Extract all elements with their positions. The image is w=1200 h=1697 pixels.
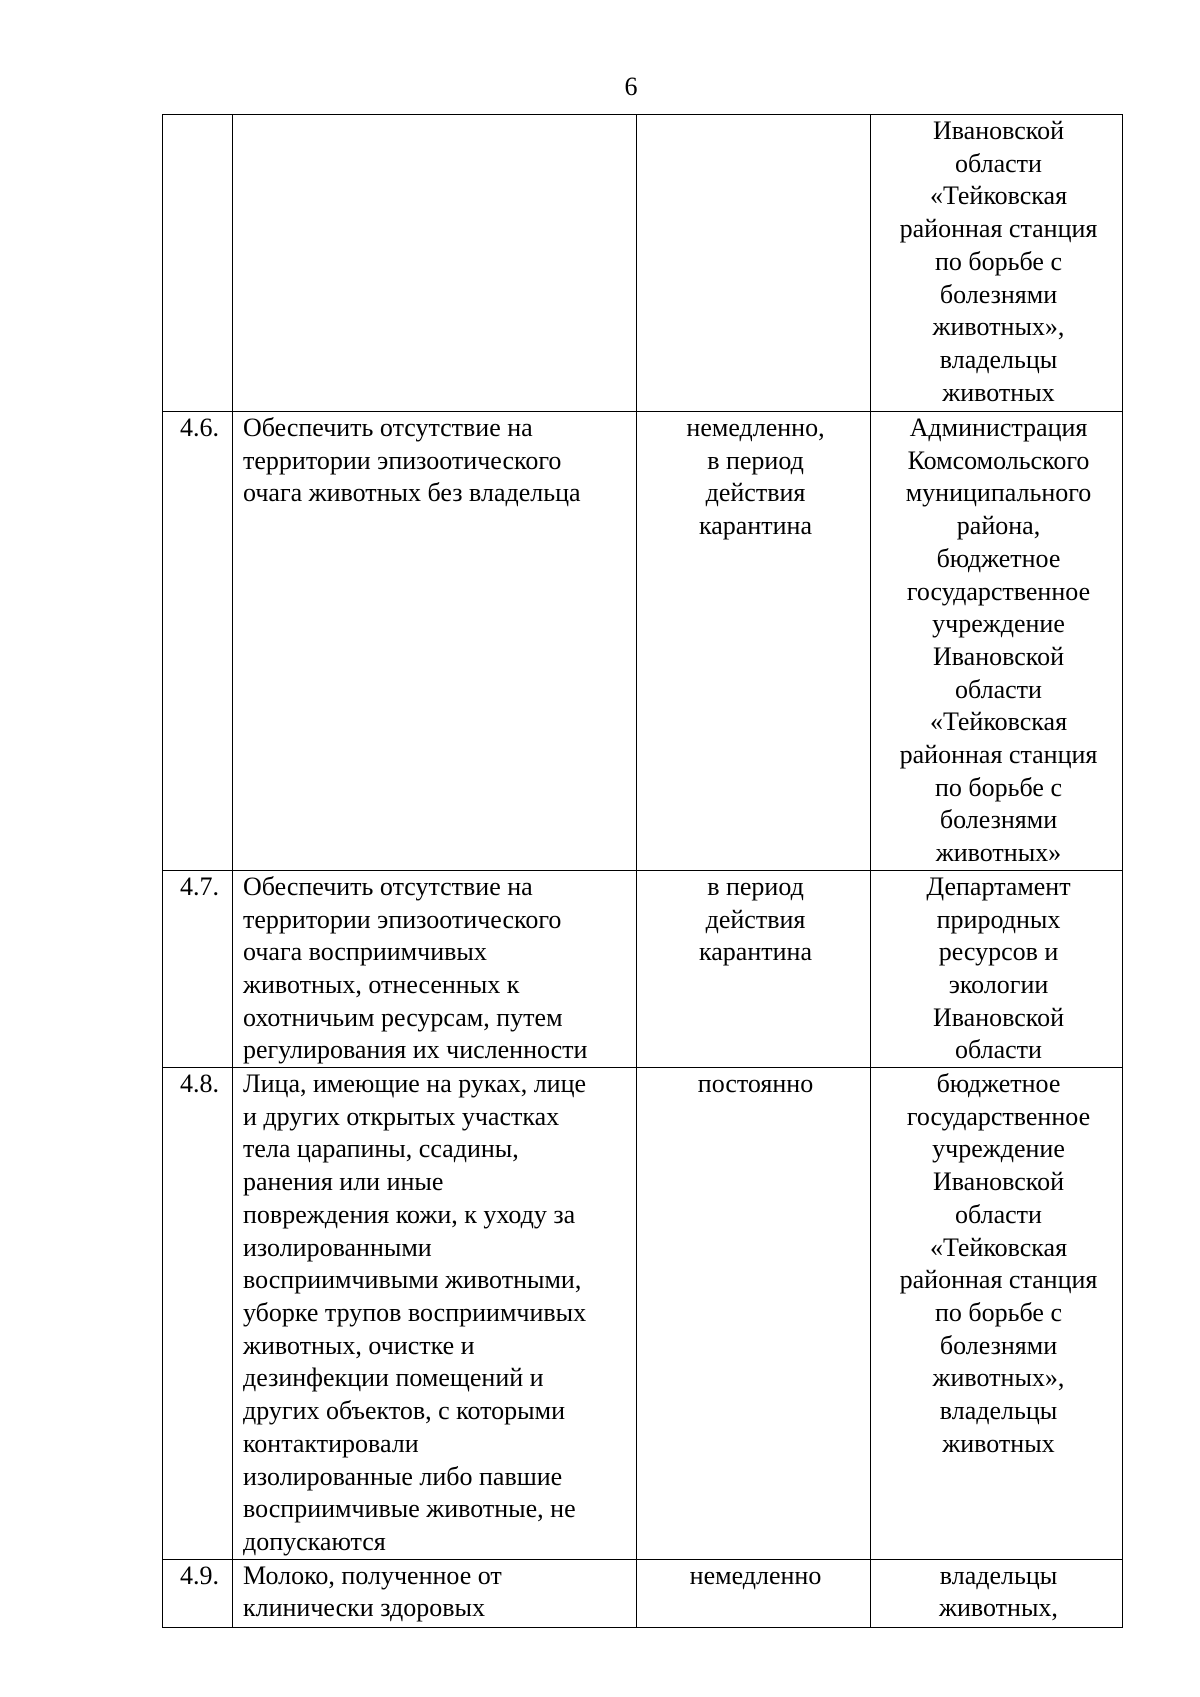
responsible-text [871, 870, 1123, 1067]
cell-line: области [955, 674, 1042, 704]
cell-line: в период [707, 445, 804, 475]
table-row [163, 115, 1123, 412]
cell-line: Лица, имеющие на руках, лице [243, 1069, 587, 1099]
cell-line: животных, отнесенных к [243, 969, 520, 999]
cell-line: постоянно [697, 1069, 814, 1099]
cell-line: области [955, 1035, 1042, 1065]
cell-line: тела царапины, ссадины, [243, 1134, 519, 1164]
responsible-text [871, 412, 1123, 871]
cell-line: восприимчивыми животными, [243, 1265, 582, 1295]
cell-line: охотничьим ресурсам, путем [243, 1002, 563, 1032]
action-text [233, 412, 637, 871]
page-number: 6 [624, 72, 638, 101]
cell-line: природных [936, 904, 1061, 934]
cell-line: изолированными [243, 1232, 432, 1262]
cell-line: животных», [932, 1363, 1065, 1393]
cell-line: по борьбе с [935, 772, 1062, 802]
cell-line: области [955, 148, 1042, 178]
term-text [637, 412, 871, 871]
cell-line: учреждение [932, 609, 1065, 639]
cell-line: болезнями [939, 1330, 1058, 1360]
cell-line: государственное [906, 576, 1091, 606]
cell-line: по борьбе с [935, 246, 1062, 276]
cell-line: Ивановской [932, 641, 1065, 671]
cell-line: болезнями [939, 805, 1058, 835]
cell-line: владельцы [939, 1396, 1058, 1426]
cell-line: ранения или иные [243, 1167, 444, 1197]
cell-line: области [955, 1199, 1042, 1229]
cell-line: животных», [932, 312, 1065, 342]
cell-line: в период [707, 871, 804, 901]
action-text [233, 115, 637, 412]
action-text [233, 1559, 637, 1627]
cell-line: Ивановской [932, 1167, 1065, 1197]
row-number: 4.7. [163, 870, 233, 1067]
cell-line: учреждение [932, 1134, 1065, 1164]
cell-line: Администрация [909, 413, 1088, 442]
cell-line: Обеспечить отсутствие на [243, 413, 533, 442]
cell-line: болезнями [939, 279, 1058, 309]
table-row [163, 1068, 1123, 1560]
cell-line: карантина [699, 937, 812, 967]
cell-line: территории эпизоотического [243, 445, 562, 475]
table-row [163, 1559, 1123, 1627]
cell-line: по борьбе с [935, 1297, 1062, 1327]
cell-line: районная станция [899, 740, 1098, 770]
cell-line: «Тейковская [929, 1232, 1068, 1262]
cell-line: Департамент [926, 871, 1071, 901]
cell-line: дезинфекции помещений и [243, 1363, 544, 1393]
cell-line: допускаются [243, 1526, 386, 1556]
row-number: 4.9. [163, 1559, 233, 1627]
table-row [163, 412, 1123, 871]
cell-line: Обеспечить отсутствие на [243, 871, 533, 901]
cell-line: немедленно, [686, 413, 825, 442]
cell-line: контактировали [243, 1428, 419, 1458]
term-text [637, 1559, 871, 1627]
cell-line: владельцы [939, 344, 1058, 374]
term-text [637, 115, 871, 412]
responsible-text [871, 1068, 1123, 1560]
cell-line: животных, очистке и [243, 1330, 475, 1360]
cell-line: Комсомольского [907, 445, 1090, 475]
term-text [637, 870, 871, 1067]
cell-line: действия [705, 904, 806, 934]
cell-line: Ивановской [932, 116, 1065, 145]
cell-line: очага восприимчивых [243, 937, 487, 967]
cell-line: других объектов, с которыми [243, 1396, 565, 1426]
cell-line: владельцы [939, 1560, 1058, 1590]
cell-line: регулирования их численности [243, 1035, 588, 1065]
table-row [163, 870, 1123, 1067]
cell-line: животных [942, 1428, 1055, 1458]
cell-line: повреждения кожи, к уходу за [243, 1199, 576, 1229]
cell-line: и других открытых участках [243, 1101, 560, 1131]
row-number: 4.6. [163, 412, 233, 871]
measures-table [162, 114, 1123, 1628]
cell-line: действия [705, 478, 806, 508]
action-text [233, 870, 637, 1067]
cell-line: восприимчивые животные, не [243, 1494, 576, 1524]
cell-line: бюджетное [936, 1069, 1061, 1099]
cell-line: Молоко, полученное от [243, 1560, 502, 1590]
cell-line: «Тейковская [929, 181, 1068, 211]
cell-line: Ивановской [932, 1002, 1065, 1032]
cell-line: клинически здоровых [243, 1593, 485, 1623]
cell-line: района, [956, 511, 1041, 541]
cell-line: изолированные либо павшие [243, 1461, 563, 1491]
cell-line: государственное [906, 1101, 1091, 1131]
row-number: 4.8. [163, 1068, 233, 1560]
cell-line: животных [942, 377, 1055, 407]
responsible-text [871, 1559, 1123, 1627]
cell-line: животных, [939, 1593, 1058, 1623]
row-number [163, 115, 233, 412]
cell-line: уборке трупов восприимчивых [243, 1297, 587, 1327]
cell-line: карантина [699, 511, 812, 541]
cell-line: экологии [948, 969, 1049, 999]
term-text [637, 1068, 871, 1560]
cell-line: территории эпизоотического [243, 904, 562, 934]
action-text [233, 1068, 637, 1560]
cell-line: муниципального [905, 478, 1092, 508]
cell-line: немедленно [689, 1560, 822, 1590]
responsible-text [871, 115, 1123, 412]
cell-line: «Тейковская [929, 707, 1068, 737]
cell-line: бюджетное [936, 543, 1061, 573]
cell-line: животных» [935, 838, 1062, 868]
cell-line: ресурсов и [938, 937, 1059, 967]
cell-line: районная станция [899, 1265, 1098, 1295]
cell-line: очага животных без владельца [243, 478, 581, 508]
cell-line: районная станция [899, 214, 1098, 244]
